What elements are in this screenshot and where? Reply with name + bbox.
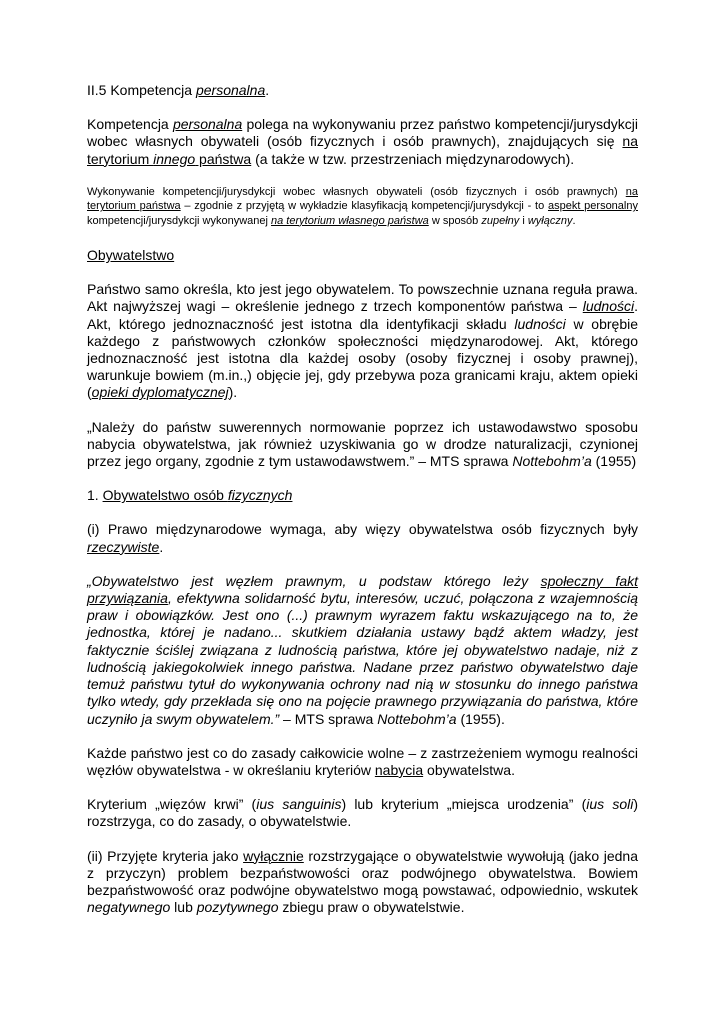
paragraph-nottebohm-quote: „Obywatelstwo jest węzłem prawnym, u podstaw którego leży społeczny fakt przywiązania, efektywna solidarność bytu, interesów, uczuć, połączona z wzajemnością praw i obowiązków. Jest ono (...) prawnym wyrazem faktu wskazującego na to, że jednostka, której je nadano... skutkiem działania ustawy bądź aktem władzy, jest faktycznie ściślej związana z ludnością państwa, które jej obywatelstwo nadaje, niż z ludnością jakiegokolwiek innego państwa. Nadane przez państwo obywatelstwo daje temuż państwu tytuł do wykonywania ochrony nad nią w stosunku do innego państwa tylko wtedy, gdy przekłada się ono na pojęcie prawnego przywiązania do państwa, które uczyniło ja swym obywatelem.” – MTS sprawa Nottebohm’a (1955). bbox=[87, 572, 638, 727]
paragraph-note: Wykonywanie kompetencji/jurysdykcji wobec własnych obywateli (osób fizycznych i osób prawnych) na terytorium państwa – zgodnie z przyjętą w wykładzie klasyfikacją kompetencji/jurysdykcji - to aspekt personalny kompetencji/jurysdykcji wykonywanej na terytorium własnego państwa w sposób zupełny i wyłączny. bbox=[87, 185, 638, 227]
paragraph-freedom-criteria: Każde państwo jest co do zasady całkowicie wolne – z zastrzeżeniem wymogu realności węzłów obywatelstwa - w określaniu kryteriów nabycia obywatelstwa. bbox=[87, 744, 638, 778]
paragraph-real-ties: (i) Prawo międzynarodowe wymaga, aby więzy obywatelstwa osób fizycznych były rzeczywiste. bbox=[87, 521, 638, 555]
subheading-natural-persons: 1. Obywatelstwo osób fizycznych bbox=[87, 487, 293, 504]
paragraph-state-determines: Państwo samo określa, kto jest jego obywatelem. To powszechnie uznana reguła prawa. Akt najwyższej wagi – określenie jednego z trzech komponentów państwa – ludności. Akt, którego jednoznaczność jest istotna dla identyfikacji składu ludności w obrębie każdego z państwowych członków społeczności międzynarodowej. Akt, którego jednoznaczność jest istotna dla każdej osoby (osoby fizycznej i osoby prawnej), warunkuje bowiem (m.in.,) objęcie jej, gdy przebywa poza granicami kraju, aktem opieki (opieki dyplomatycznej). bbox=[87, 281, 639, 401]
document-page bbox=[87, 82, 638, 933]
subheading-obywatelstwo: Obywatelstwo bbox=[87, 247, 175, 264]
section-heading: II.5 Kompetencja personalna. bbox=[87, 82, 270, 98]
paragraph-quote-icj: „Należy do państw suwerennych normowanie poprzez ich ustawodawstwo sposobu nabycia obywatelstwa, jak również uzyskiwania go w drodze naturalizacji, czynionej przez jego organy, zgodnie z tym ustawodawstwem.” – MTS sprawa Nottebohm’a (1955) bbox=[87, 418, 638, 470]
paragraph-statelessness: (ii) Przyjęte kryteria jako wyłącznie rozstrzygające o obywatelstwie wywołują (jako jedna z przyczyn) problem bezpaństwowości oraz podwójnego obywatelstwa. Bowiem bezpaństwowość oraz podwójne obywatelstwo mogą powstawać, odpowiednio, wskutek negatywnego lub pozytywnego zbiegu praw o obywatelstwie. bbox=[87, 847, 638, 916]
paragraph-definition: Kompetencja personalna polega na wykonywaniu przez państwo kompetencji/jurysdykcji wobec własnych obywateli (osób fizycznych i osób prawnych), znajdujących się na terytorium innego państwa (a także w tzw. przestrzeniach międzynarodowych). bbox=[87, 116, 639, 167]
paragraph-criteria: Kryterium „więzów krwi” (ius sanguinis) lub kryterium „miejsca urodzenia” (ius soli) rozstrzyga, co do zasady, o obywatelstwie. bbox=[87, 796, 638, 830]
